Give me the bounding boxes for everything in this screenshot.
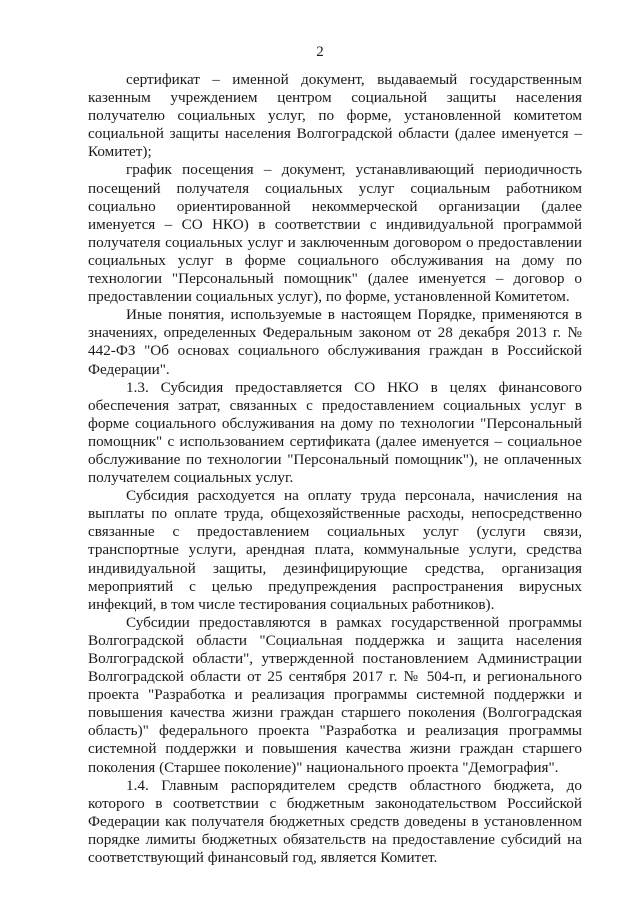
page-number: 2	[316, 44, 324, 60]
paragraph-subsidy-program: Субсидии предоставляются в рамках государственной программы Волгоградской области "Социальная поддержка и защита населения Волгоградской области", утвержденной постановлением Администрации Волгоградской области от 25 сентября 2017 г. № 504-п, и регионального проекта "Разработка и реализация программы системной поддержки и повышения качества жизни граждан старшего поколения (Волгоградская область)" федерального проекта "Разработка и реализация программы системной поддержки и повышения качества жизни граждан старшего поколения (Старшее поколение)" национального проекта "Демография".	[88, 613, 582, 776]
paragraph-section-1-4: 1.4. Главным распорядителем средств областного бюджета, до которого в соответствии с бюджетным законодательством Российской Федерации как получателя бюджетных средств доведены в установленном порядке лимиты бюджетных обязательств на предоставление субсидий на соответствующий финансовый год, является Комитет.	[88, 776, 582, 867]
document-body	[88, 71, 582, 867]
paragraph-section-1-3: 1.3. Субсидия предоставляется СО НКО в целях финансового обеспечения затрат, связанных с предоставлением социальных услуг в форме социального обслуживания на дому по технологии "Персональный помощник" с использованием сертификата (далее именуется – социальное обслуживание по технологии "Персональный помощник"), не оплаченных получателем социальных услуг.	[88, 378, 582, 487]
paragraph-certificate-definition: сертификат – именной документ, выдаваемый государственным казенным учреждением центром социальной защиты населения получателю социальных услуг, по форме, установленной комитетом социальной защиты населения Волгоградской области (далее именуется – Комитет);	[88, 71, 582, 161]
paragraph-other-terms: Иные понятия, используемые в настоящем Порядке, применяются в значениях, определенных Федеральным законом от 28 декабря 2013 г. № 442-ФЗ "Об основах социального обслуживания граждан в Российской Федерации".	[88, 306, 582, 378]
paragraph-subsidy-spending: Субсидия расходуется на оплату труда персонала, начисления на выплаты по оплате труда, общехозяйственные расходы, непосредственно связанные с предоставлением социальных услуг (услуги связи, транспортные услуги, арендная плата, коммунальные услуги, средства индивидуальной защиты, дезинфицирующие средства, организация мероприятий с целью предупреждения распространения вирусных инфекций, в том числе тестирования социальных работников).	[88, 487, 582, 613]
paragraph-visit-schedule-definition: график посещения – документ, устанавливающий периодичность посещений получателя социальных услуг социальным работником социально ориентированной некоммерческой организации (далее именуется – СО НКО) в соответствии с индивидуальной программой получателя социальных услуг и заключенным договором о предоставлении социальных услуг в форме социального обслуживания на дому по технологии "Персональный помощник" (далее именуется – договор о предоставлении социальных услуг), по форме, установленной Комитетом.	[88, 161, 582, 306]
